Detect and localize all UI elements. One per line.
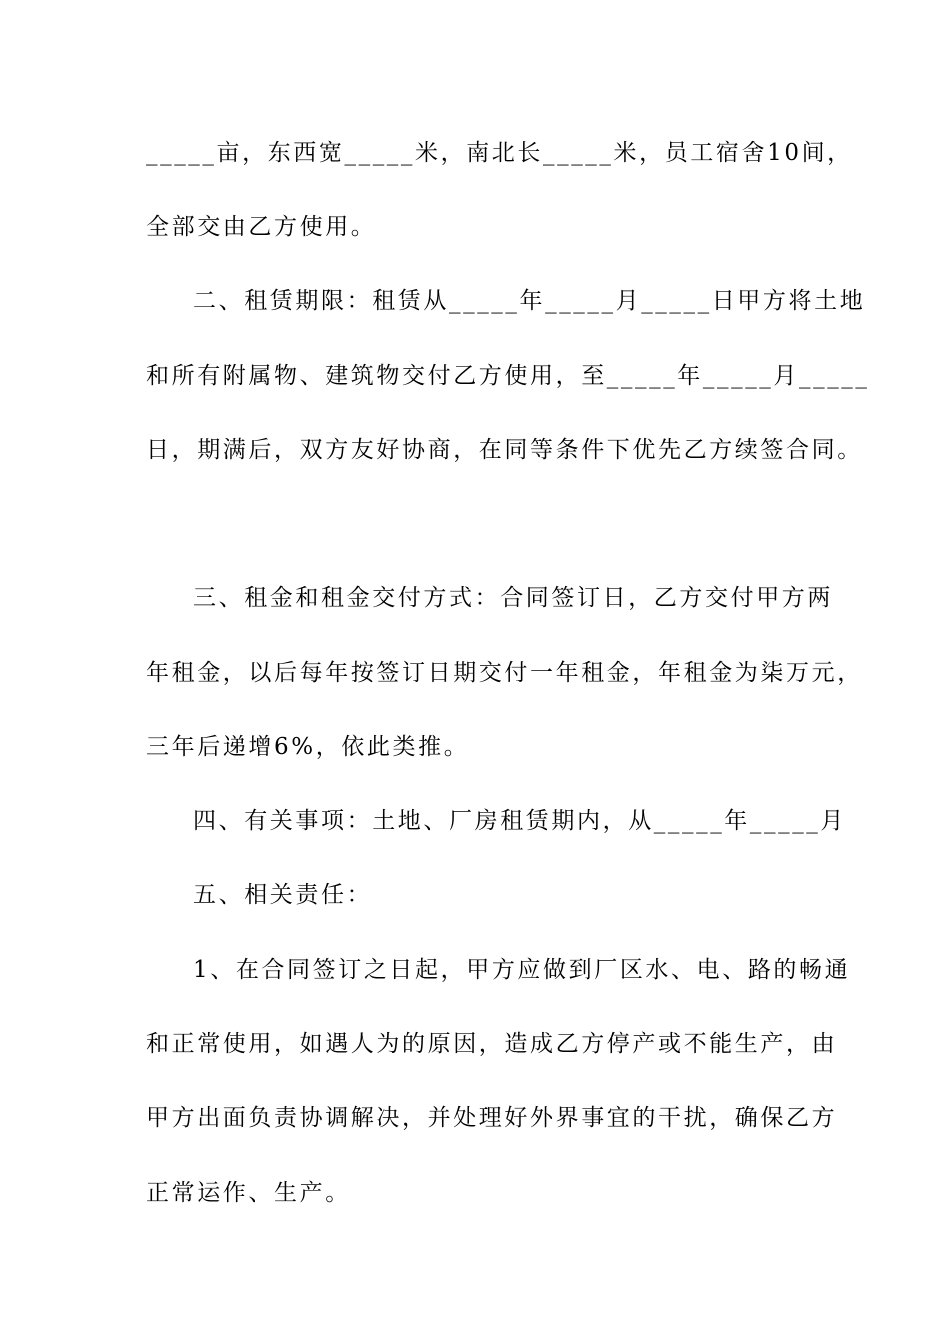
section-heading-related-matters: 四、有关事项：土地、厂房租赁期内，从_____年_____月 [193, 808, 846, 834]
section-heading-responsibilities: 五、相关责任： [193, 882, 373, 908]
text-line: 和所有附属物、建筑物交付乙方使用，至_____年_____月_____ [146, 363, 870, 389]
text-line: 三年后递增6%，依此类推。 [146, 734, 470, 760]
text-line: 正常运作、生产。 [146, 1180, 351, 1206]
text-line: 全部交由乙方使用。 [146, 214, 377, 240]
text-line: _____亩，东西宽_____米，南北长_____米，员工宿舍10间， [146, 140, 853, 166]
text-line: 日，期满后，双方友好协商，在同等条件下优先乙方续签合同。 [146, 437, 863, 463]
clause-item-1: 1、在合同签订之日起，甲方应做到厂区水、电、路的畅通 [193, 957, 851, 983]
section-heading-lease-term: 二、租赁期限：租赁从_____年_____月_____日甲方将土地 [193, 288, 866, 314]
section-heading-rent-payment: 三、租金和租金交付方式：合同签订日，乙方交付甲方两 [193, 585, 833, 611]
text-line: 和正常使用，如遇人为的原因，造成乙方停产或不能生产，由 [146, 1031, 838, 1057]
text-line: 年租金，以后每年按签订日期交付一年租金，年租金为柒万元， [146, 660, 863, 686]
text-line: 甲方出面负责协调解决，并处理好外界事宜的干扰，确保乙方 [146, 1105, 838, 1131]
